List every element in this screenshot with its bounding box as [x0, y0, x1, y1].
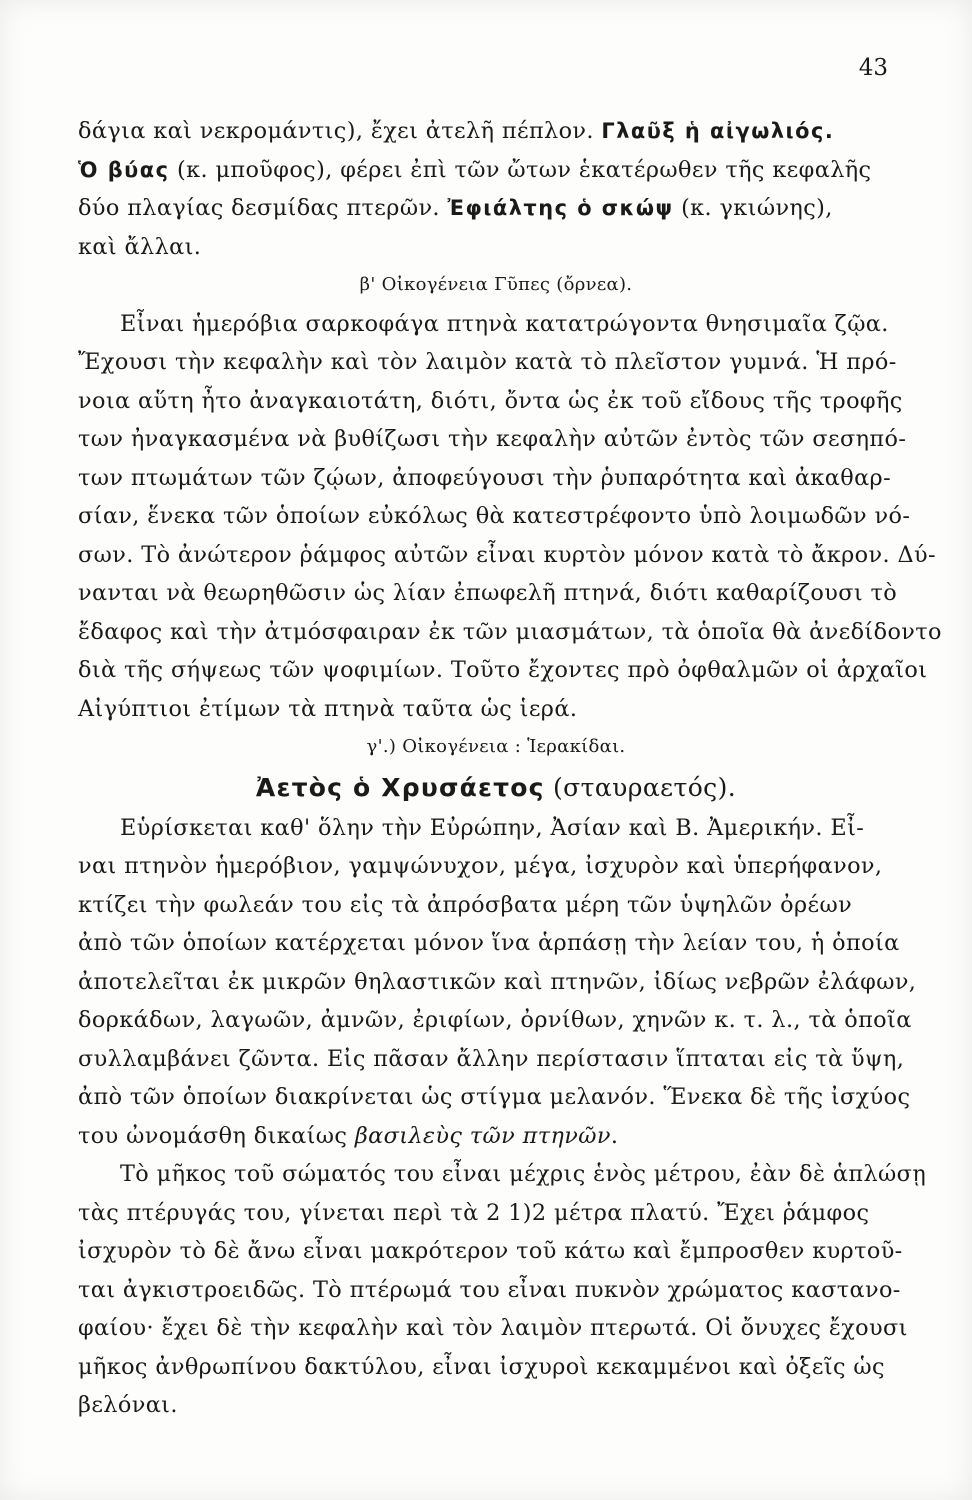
text-run: ἀποτελεῖται ἐκ μικρῶν θηλαστικῶν καὶ πτηνῶν, ἰδίως νεβρῶν ἐλάφων,: [78, 968, 917, 995]
text-run: βελόναι.: [78, 1392, 178, 1418]
text-run: ἰσχυρὸν τὸ δὲ ἄνω εἶναι μακρότερον τοῦ κάτω καὶ ἔμπροσθεν κυρτοῦ-: [78, 1238, 903, 1264]
text-line: [78, 1309, 954, 1348]
text-run: ται ἀγκιστροειδῶς. Τὸ πτέρωμά του εἶναι πυκνὸν χρώματος καστανο-: [78, 1276, 901, 1303]
text-line: [78, 1001, 954, 1040]
page-number: 43: [858, 55, 888, 81]
text-line: [78, 1386, 954, 1425]
text-run: (κ. γκιώνης),: [673, 195, 833, 221]
text-run: συλλαμβάνει ζῶντα. Εἰς πᾶσαν ἄλλην περίστασιν ἵπταται εἰς τὰ ὕψη,: [78, 1045, 905, 1072]
text-line: [78, 1117, 954, 1156]
text-line: [78, 497, 954, 536]
bold-text: Ὁ βύας: [78, 157, 170, 182]
text-line: [78, 809, 954, 848]
bold-text: Ἐφιάλτης ὁ σκώψ: [447, 196, 674, 220]
text-run: του ὠνομάσθη δικαίως: [78, 1122, 355, 1149]
body-text: [78, 112, 954, 1425]
text-run: ναι πτηνὸν ἡμερόβιον, γαμψώνυχον, μέγα, ἰσχυρὸν καὶ ὑπερήφανον,: [78, 853, 883, 879]
text-line: [78, 112, 954, 151]
text-run: διὰ τῆς σήψεως τῶν ψοφιμίων. Τοῦτο ἔχοντες πρὸ ὀφθαλμῶν οἱ ἀρχαῖοι: [78, 657, 928, 683]
text-line: [78, 847, 954, 886]
text-run: .: [610, 1122, 619, 1149]
text-run: (σταυραετός).: [544, 772, 737, 802]
text-line: [78, 1078, 954, 1117]
bold-text: Γλαῦξ ἡ αἰγωλιός.: [601, 119, 835, 143]
text-run: καὶ ἄλλαι.: [78, 233, 202, 260]
text-run: των πτωμάτων τῶν ζῴων, ἀποφεύγουσι τὴν ῥυπαρότητα καὶ ἀκαθαρ-: [78, 464, 892, 491]
text-run: φαίου· ἔχει δὲ τὴν κεφαλὴν καὶ τὸν λαιμὸν πτερωτά. Οἱ ὄνυχες ἔχουσι: [78, 1315, 908, 1341]
text-line: [78, 613, 954, 652]
text-line: [78, 382, 954, 421]
text-run: (κ. μποῦφος), φέρει ἐπὶ τῶν ὤτων ἑκατέρωθεν τῆς κεφαλῆς: [169, 156, 872, 183]
text-line: [78, 536, 954, 575]
text-run: Εἶναι ἡμερόβια σαρκοφάγα πτηνὰ κατατρώγοντα θνησιμαῖα ζῷα.: [120, 310, 889, 337]
text-line: [78, 228, 954, 267]
text-line: [78, 1348, 954, 1387]
text-run: σίαν, ἕνεκα τῶν ὁποίων εὐκόλως θὰ κατεστρέφοντο ὑπὸ λοιμωδῶν νό-: [78, 503, 911, 529]
text-run: β' Οἰκογένεια Γῦπες (ὄρνεα).: [359, 274, 633, 295]
text-line: [78, 151, 954, 190]
text-line: [78, 963, 954, 1002]
text-run: μῆκος ἀνθρωπίνου δακτύλου, εἶναι ἰσχυροὶ κεκαμμένοι καὶ ὀξεῖς ὡς: [78, 1353, 885, 1380]
text-line: [78, 189, 954, 228]
text-run: Αἰγύπτιοι ἐτίμων τὰ πτηνὰ ταῦτα ὡς ἱερά.: [78, 695, 578, 722]
text-line: [78, 420, 954, 459]
text-line: [78, 1040, 954, 1079]
text-run: ἀπὸ τῶν ὁποίων κατέρχεται μόνον ἵνα ἁρπάσῃ τὴν λείαν του, ἡ ὁποία: [78, 930, 900, 956]
text-run: δύο πλαγίας δεσμίδας πτερῶν.: [78, 195, 448, 221]
text-run: Τὸ μῆκος τοῦ σώματός του εἶναι μέχρις ἑνὸς μέτρου, ἐὰν δὲ ἁπλώσῃ: [120, 1161, 927, 1187]
text-line: [78, 1232, 954, 1271]
text-line: [78, 1155, 954, 1194]
text-line: [78, 886, 954, 925]
text-run: γ'.) Οἰκογένεια : Ἱερακίδαι.: [366, 736, 626, 757]
text-run: Ἔχουσι τὴν κεφαλὴν καὶ τὸν λαιμὸν κατὰ τὸ πλεῖστον γυμνά. Ἡ πρό-: [78, 349, 897, 375]
text-run: κτίζει τὴν φωλεάν του εἰς τὰ ἀπρόσβατα μέρη τῶν ὑψηλῶν ὀρέων: [78, 891, 853, 918]
text-line: [78, 459, 954, 498]
text-line: [78, 574, 954, 613]
italic-text: βασιλεὺς τῶν πτηνῶν: [354, 1122, 611, 1149]
text-line: [78, 266, 954, 305]
text-run: νοια αὕτη ἦτο ἀναγκαιοτάτη, διότι, ὄντα ὡς ἐκ τοῦ εἴδους τῆς τροφῆς: [78, 387, 903, 414]
text-run: ἀπὸ τῶν ὁποίων διακρίνεται ὡς στίγμα μελανόν. Ἕνεκα δὲ τῆς ἰσχύος: [78, 1084, 911, 1110]
text-run: των ἠναγκασμένα νὰ βυθίζωσι τὴν κεφαλὴν αὐτῶν ἐντὸς τῶν σεσηπό-: [78, 426, 907, 452]
spaced-bold-text: Ἀετὸς ὁ Χρυσάετος: [255, 772, 545, 802]
text-run: δάγια καὶ νεκρομάντις), ἔχει ἀτελῆ πέπλον.: [78, 118, 602, 144]
text-run: νανται νὰ θεωρηθῶσιν ὡς λίαν ἐπωφελῆ πτηνά, διότι καθαρίζουσι τὸ: [78, 580, 898, 606]
text-line: [78, 1194, 954, 1233]
text-line: [78, 1271, 954, 1310]
text-line: [78, 728, 954, 767]
text-run: σων. Τὸ ἀνώτερον ῥάμφος αὐτῶν εἶναι κυρτὸν μόνον κατὰ τὸ ἄκρον. Δύ-: [78, 541, 936, 568]
text-run: τὰς πτέρυγάς του, γίνεται περὶ τὰ 2 1)2 μέτρα πλατύ. Ἔχει ῥάμφος: [78, 1199, 870, 1226]
text-line: [78, 767, 954, 809]
text-run: ἔδαφος καὶ τὴν ἀτμόσφαιραν ἐκ τῶν μιασμάτων, τὰ ὁποῖα θὰ ἀνεδίδοντο: [78, 618, 942, 645]
text-run: δορκάδων, λαγωῶν, ἀμνῶν, ἐριφίων, ὀρνίθων, χηνῶν κ. τ. λ., τὰ ὁποῖα: [78, 1007, 912, 1033]
text-line: [78, 690, 954, 729]
text-line: [78, 651, 954, 690]
text-line: [78, 343, 954, 382]
text-run: Εὑρίσκεται καθ' ὅλην τὴν Εὐρώπην, Ἀσίαν καὶ Β. Ἀμερικήν. Εἶ-: [120, 814, 865, 841]
text-line: [78, 924, 954, 963]
text-line: [78, 305, 954, 344]
